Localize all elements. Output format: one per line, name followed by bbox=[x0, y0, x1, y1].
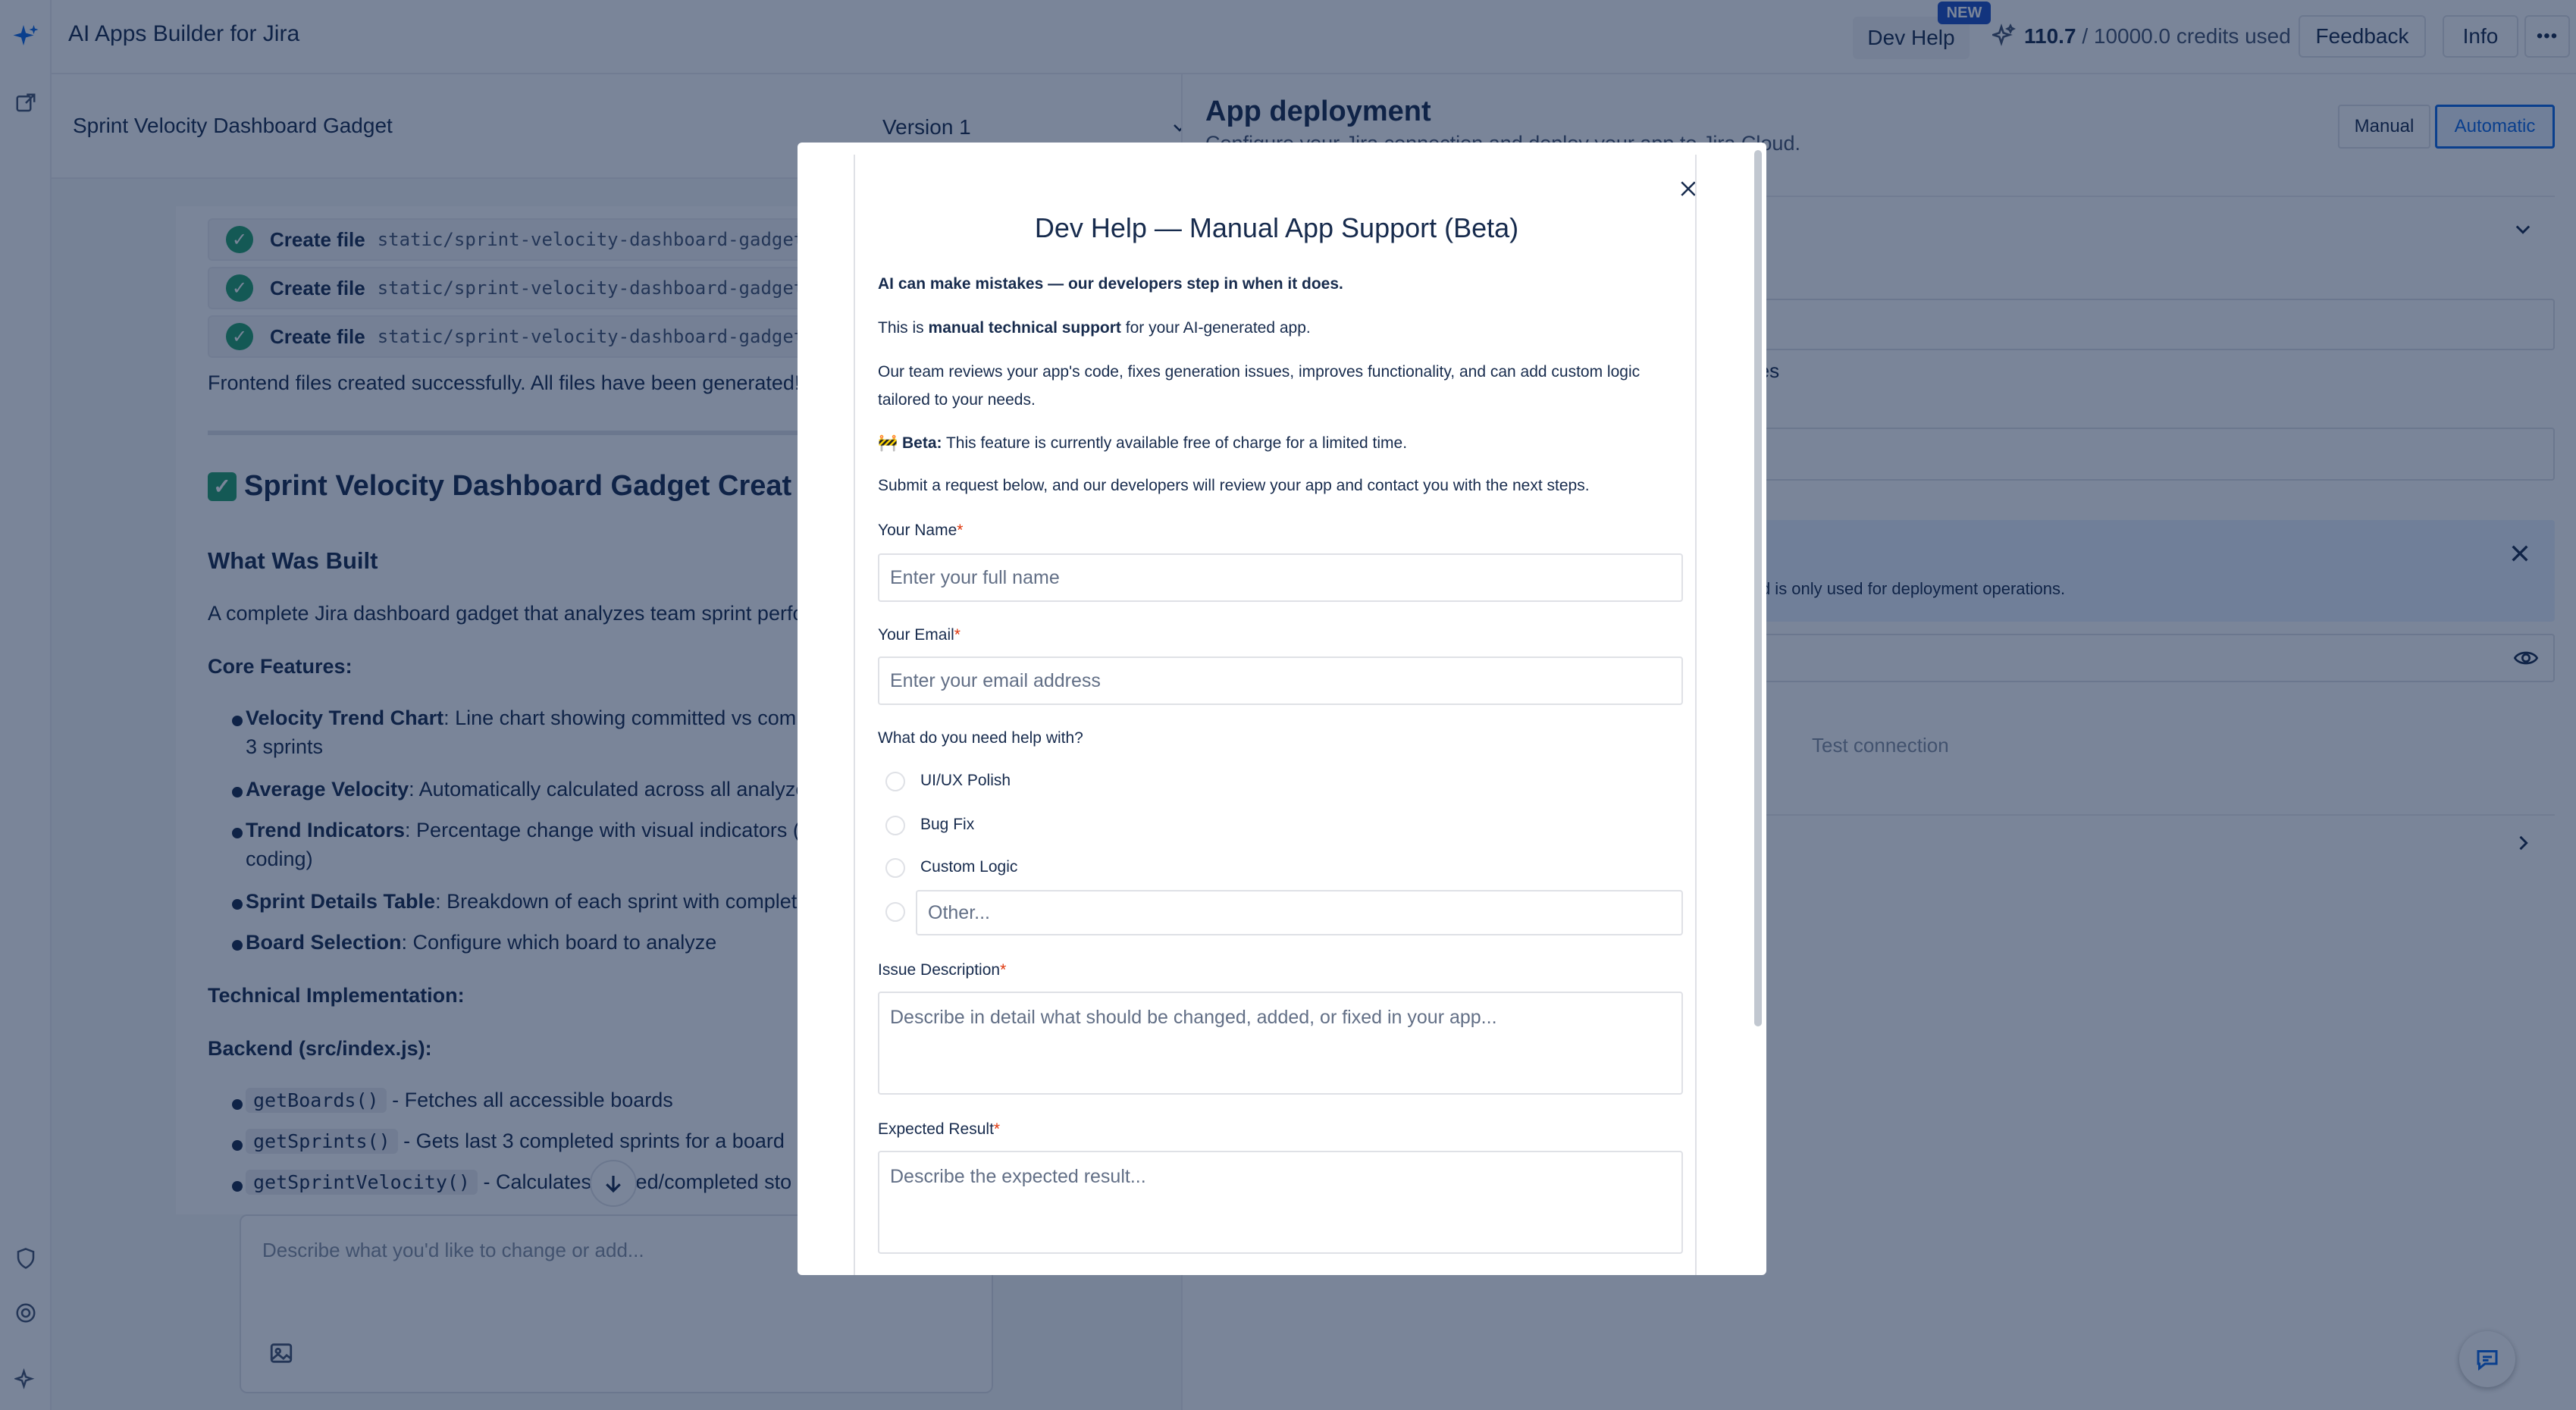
option-label: UI/UX Polish bbox=[920, 772, 1011, 789]
radio-other[interactable] bbox=[885, 902, 905, 922]
name-input[interactable]: Enter your full name bbox=[878, 553, 1683, 602]
expected-label: Expected Result* bbox=[878, 1120, 1001, 1138]
option-label: Custom Logic bbox=[920, 858, 1018, 876]
option-label: Bug Fix bbox=[920, 816, 975, 833]
radio-custom-logic[interactable] bbox=[885, 858, 905, 878]
issue-textarea[interactable]: Describe in detail what should be changed, added, or fixed in your app... bbox=[878, 992, 1683, 1095]
close-modal-button[interactable] bbox=[1677, 177, 1697, 203]
dev-help-form bbox=[854, 155, 1697, 1275]
modal-scrollbar[interactable] bbox=[1754, 150, 1762, 1026]
radio-ui-ux[interactable] bbox=[885, 772, 905, 791]
submit-text: Submit a request below, and our developers will review your app and contact you with the next steps. bbox=[878, 477, 1590, 494]
close-icon bbox=[1677, 177, 1697, 200]
help-type-label: What do you need help with? bbox=[878, 729, 1083, 747]
issue-label: Issue Description* bbox=[878, 961, 1007, 979]
support-text: This is manual technical support for your AI-generated app. bbox=[878, 319, 1311, 337]
team-text: Our team reviews your app's code, fixes generation issues, improves functionality, and can add custom logic tailored to your needs. bbox=[878, 363, 1641, 409]
modal-title: Dev Help — Manual App Support (Beta) bbox=[1034, 212, 1519, 243]
name-label: Your Name* bbox=[878, 522, 964, 539]
radio-bug-fix[interactable] bbox=[885, 816, 905, 835]
expected-textarea[interactable]: Describe the expected result... bbox=[878, 1151, 1683, 1254]
email-input[interactable]: Enter your email address bbox=[878, 656, 1683, 705]
email-label: Your Email* bbox=[878, 626, 961, 644]
other-input[interactable]: Other... bbox=[916, 890, 1683, 935]
construction-icon: 🚧 bbox=[878, 434, 898, 452]
beta-text: 🚧 Beta: This feature is currently available free of charge for a limited time. bbox=[878, 434, 1408, 452]
intro-text: AI can make mistakes — our developers step in when it does. bbox=[878, 275, 1343, 293]
dev-help-modal bbox=[798, 143, 1766, 1275]
